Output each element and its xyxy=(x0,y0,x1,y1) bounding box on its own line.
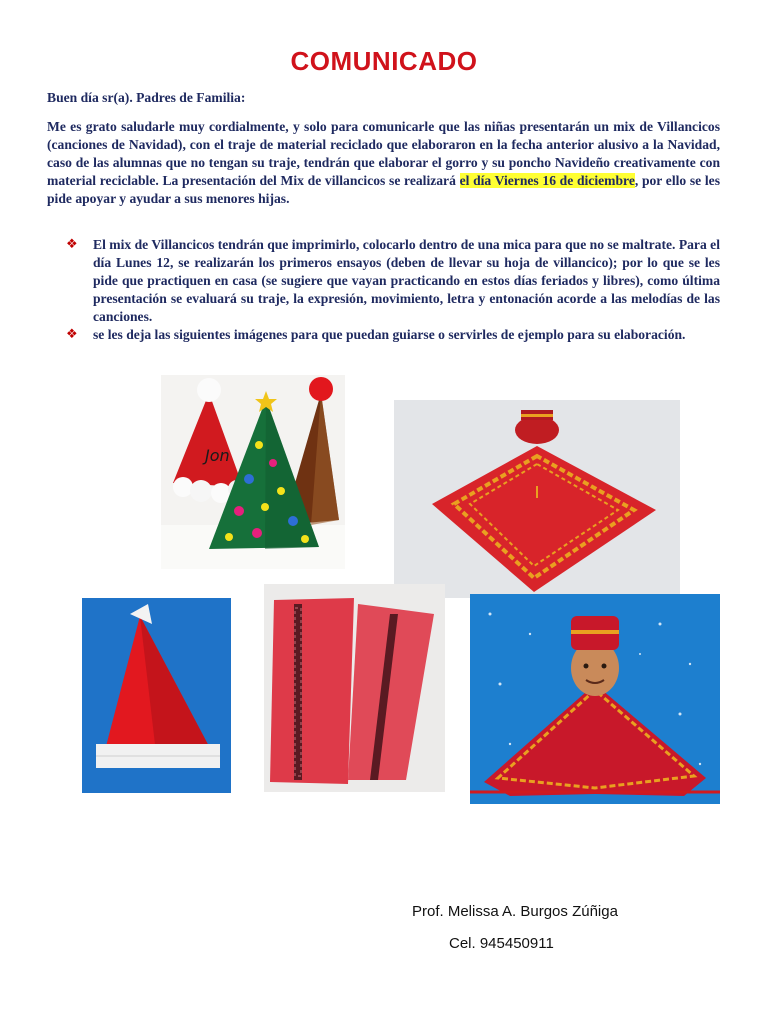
highlighted-date: el día Viernes 16 de diciembre xyxy=(459,173,635,188)
signature-name: Prof. Melissa A. Burgos Zúñiga xyxy=(412,903,618,920)
diamond-bullet-icon: ❖ xyxy=(66,327,78,342)
signature-phone: Cel. 945450911 xyxy=(449,935,554,952)
party-hats-photo xyxy=(161,375,345,569)
diamond-bullet-icon: ❖ xyxy=(66,237,78,252)
paragraph-text: Me es grato saludarle muy cordialmente, y solo para comunicarle que las niñas presentarán un mix de Villancicos (canciones de Navidad), con el traje de material reciclado que elaboraron en la fecha anterior alusivo a la Navidad, caso de las alumnas que no tengan su traje, tendrán que elaborar el gorro y su poncho Navideño creativamente con material reciclable. La presentación del Mix de villancicos se realizará xyxy=(47,119,720,188)
paragraph-text-end: , por ello se les pide apoyar y ayudar a sus menores hijas. xyxy=(47,173,720,206)
list-item xyxy=(66,326,720,344)
main-paragraph xyxy=(47,118,720,208)
bullet-text: se les deja las siguientes imágenes para que puedan guiarse o servirles de ejemplo para su elaboración. xyxy=(93,327,686,342)
santa-hat-photo xyxy=(82,598,231,793)
fabric-strips-photo xyxy=(264,584,445,792)
page-title: COMUNICADO xyxy=(290,46,478,76)
bullet-list xyxy=(66,236,720,344)
hat-name-label: Jon xyxy=(205,446,230,465)
greeting: Buen día sr(a). Padres de Familia: xyxy=(47,90,246,105)
poncho-hat-photo xyxy=(394,400,680,598)
list-item xyxy=(66,236,720,326)
child-costume-photo xyxy=(470,594,720,804)
bullet-text: El mix de Villancicos tendrán que imprimirlo, colocarlo dentro de una mica para que no se maltrate. Para el día Lunes 12, se realizarán los primeros ensayos (deben de llevar su hoja de villancico); por lo que se les pide que practiquen en casa (se sugiere que vayan practicando en estos días feriados y libres), como última presentación se evaluará su traje, la expresión, movimiento, letra y entonación acorde a las melodías de las canciones. xyxy=(93,237,720,324)
